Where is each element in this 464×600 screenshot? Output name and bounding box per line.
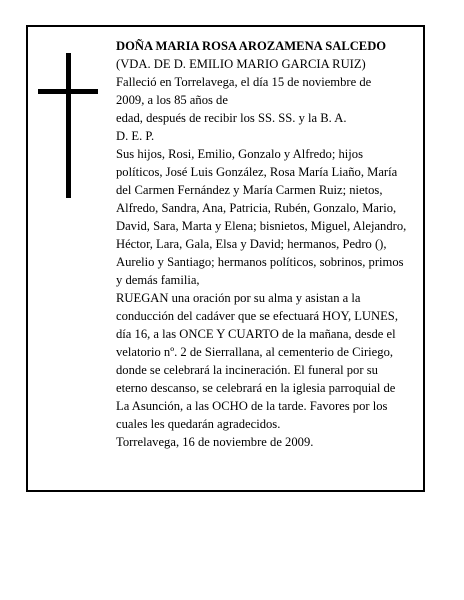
cross-horizontal-bar bbox=[38, 89, 98, 94]
death-line-2: 2009, a los 85 años de bbox=[116, 93, 228, 107]
cross-icon bbox=[38, 53, 98, 198]
deceased-name: DOÑA MARIA ROSA AROZAMENA SALCEDO bbox=[116, 39, 387, 53]
request-paragraph: RUEGAN una oración por su alma y asistan a la conducción del cadáver que se efectuará HOY, LUNES, día 16, a las ONCE Y CUARTO de la mañana, desde el velatorio nº. 2 de Sierrallana, al cementerio de Ciriego, donde se celebrará la incineración. El funeral por su eterno descanso, se celebrará en la iglesia parroquial de La Asunción, a las OCHO de la tarde. Favores por los cuales les quedarán agradecidos. bbox=[116, 291, 398, 431]
family-paragraph: Sus hijos, Rosi, Emilio, Gonzalo y Alfredo; hijos políticos, José Luis González, Rosa María Liaño, María del Carmen Fernández y María Carmen Ruiz; nietos, Alfredo, Sandra, Ana, Patricia, Rubén, Gonzalo, Mario, David, Sara, Marta y Elena; bisnietos, Miguel, Alejandro, Héctor, Lara, Gala, Elsa y David; hermanos, Pedro (), Aurelio y Santiago; hermanos políticos, sobrinos, primos y demás familia, bbox=[116, 147, 407, 287]
rip-line: D. E. P. bbox=[116, 129, 155, 143]
obituary-text bbox=[116, 37, 408, 451]
death-line-1: Falleció en Torrelavega, el día 15 de noviembre de bbox=[116, 75, 372, 89]
place-date-line: Torrelavega, 16 de noviembre de 2009. bbox=[116, 435, 314, 449]
cross-vertical-bar bbox=[66, 53, 71, 198]
widow-of-line: (VDA. DE D. EMILIO MARIO GARCIA RUIZ) bbox=[116, 57, 366, 71]
death-line-3: edad, después de recibir los SS. SS. y la B. A. bbox=[116, 111, 347, 125]
